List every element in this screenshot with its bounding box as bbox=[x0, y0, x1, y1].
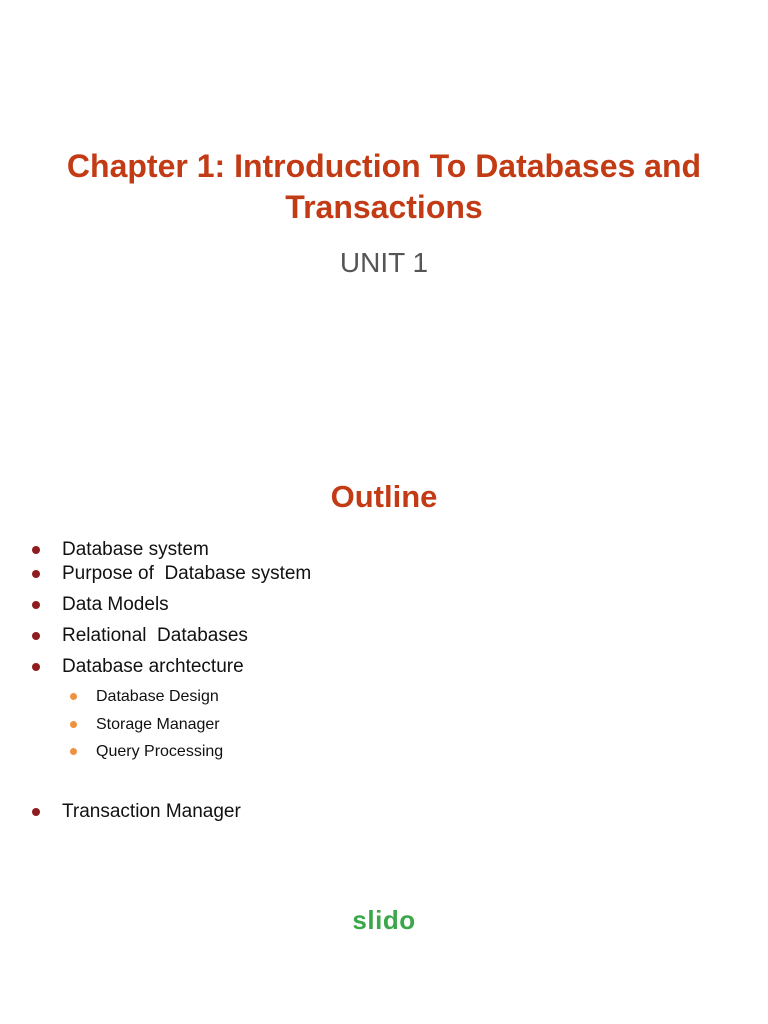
outline-item-label: Purpose of Database system bbox=[62, 563, 312, 584]
slido-logo: slido bbox=[352, 905, 416, 935]
outline-item-label: Data Models bbox=[62, 594, 169, 615]
outline-item bbox=[0, 538, 700, 562]
unit-subtitle: UNIT 1 bbox=[339, 247, 429, 278]
bullet-icon bbox=[32, 601, 40, 609]
bullet-icon bbox=[32, 570, 40, 578]
outline-item-label: Transaction Manager bbox=[62, 801, 241, 822]
outline-item bbox=[0, 655, 700, 679]
bullet-icon bbox=[32, 546, 40, 554]
outline-subitem-label: Query Processing bbox=[96, 743, 224, 760]
outline-item bbox=[0, 562, 700, 586]
bullet-icon bbox=[32, 663, 40, 671]
outline-item-label: Database archtecture bbox=[62, 656, 244, 677]
outline-heading: Outline bbox=[330, 479, 438, 514]
outline-item bbox=[0, 624, 700, 648]
outline-subitem-label: Storage Manager bbox=[96, 716, 220, 733]
outline-item bbox=[0, 800, 700, 824]
outline-subitem bbox=[0, 715, 700, 735]
sub-bullet-icon bbox=[70, 721, 77, 728]
outline-item-label: Relational Databases bbox=[62, 625, 248, 646]
bullet-icon bbox=[32, 632, 40, 640]
chapter-title: Chapter 1: Introduction To Databases and Transactions bbox=[66, 148, 702, 225]
outline-subitem-label: Database Design bbox=[96, 688, 219, 705]
bullet-icon bbox=[32, 808, 40, 816]
sub-bullet-icon bbox=[70, 693, 77, 700]
outline-subitem bbox=[0, 687, 700, 707]
outline-item-label: Database system bbox=[62, 539, 209, 560]
outline-subitem bbox=[0, 742, 700, 762]
sub-bullet-icon bbox=[70, 748, 77, 755]
outline-item bbox=[0, 593, 700, 617]
